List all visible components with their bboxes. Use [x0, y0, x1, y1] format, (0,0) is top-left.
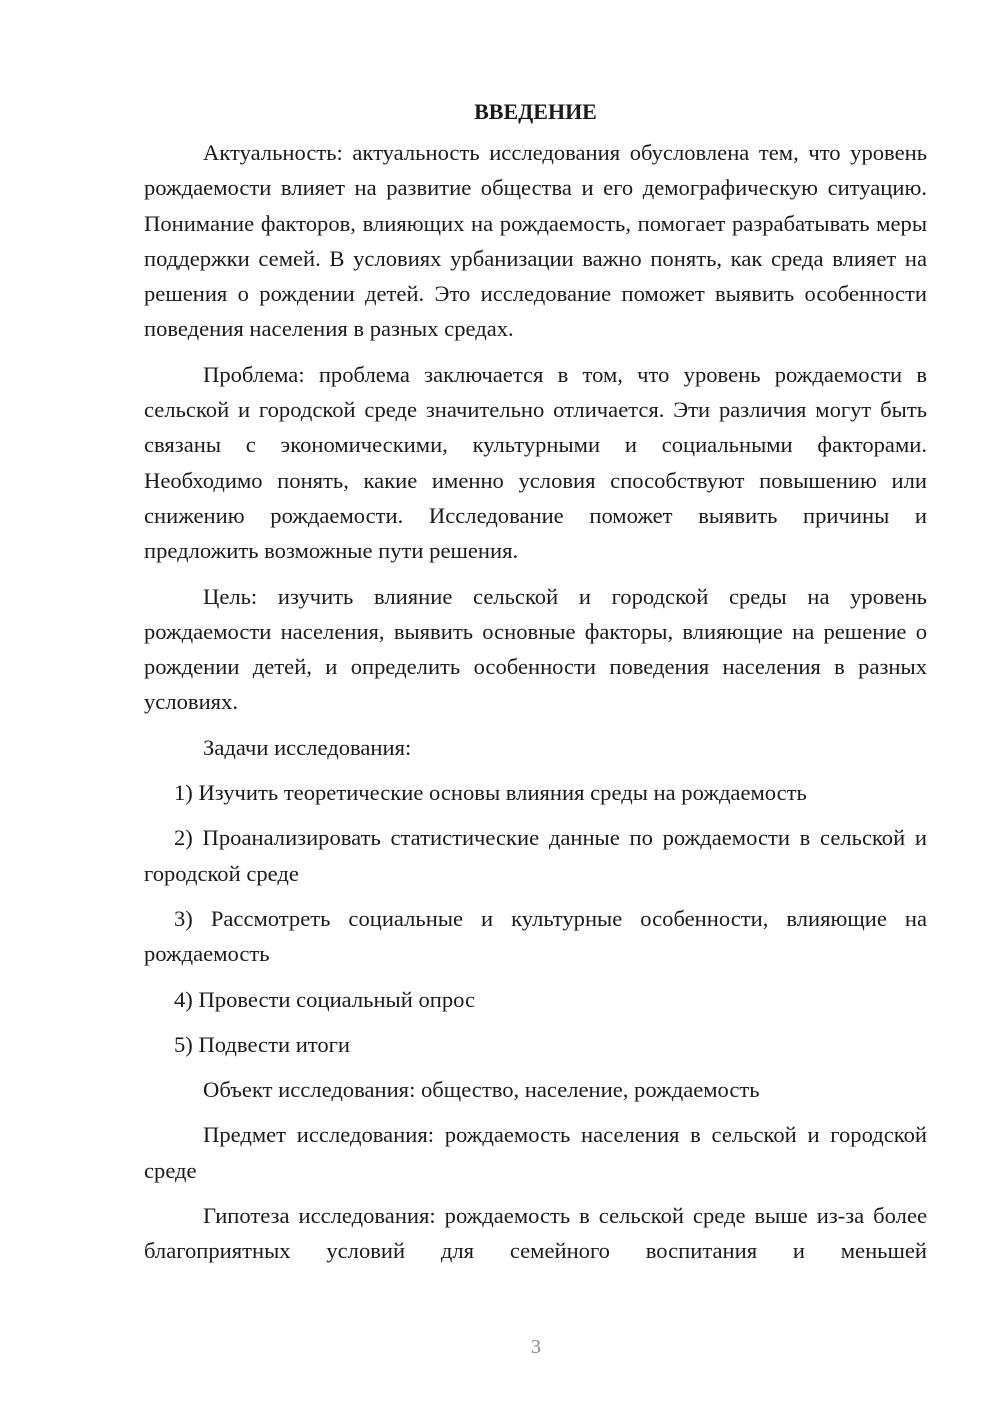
task-item-2: 2) Проанализировать статистические данные по рождаемости в сельской и городской среде: [144, 825, 927, 886]
task-item-5: 5) Подвести итоги: [174, 1031, 351, 1057]
page-number: 3: [531, 1336, 541, 1358]
relevance-paragraph: Актуальность: актуальность исследования обусловлена тем, что уровень рождаемости влияет на развитие общества и его демографическую ситуацию. Понимание факторов, влияющих на рождаемость, помогает разрабатывать меры поддержки семей. В условиях урбанизации важно понять, как среда влияет на решения о рождении детей. Это исследование поможет выявить особенности поведения населения в разных средах.: [144, 140, 927, 342]
goal-paragraph: Цель: изучить влияние сельской и городской среды на уровень рождаемости населения, выявить основные факторы, влияющие на решение о рождении детей, и определить особенности поведения населения в разных условиях.: [144, 583, 927, 715]
task-item-4: 4) Провести социальный опрос: [174, 986, 476, 1012]
page-body: [144, 94, 927, 1269]
section-heading: ВВЕДЕНИЕ: [474, 99, 597, 124]
problem-paragraph: Проблема: проблема заключается в том, что уровень рождаемости в сельской и городской среде значительно отличается. Эти различия могут быть связаны с экономическими, культурными и социальными факторами. Необходимо понять, какие именно условия способствуют повышению или снижению рождаемости. Исследование поможет выявить причины и предложить возможные пути решения.: [144, 361, 927, 564]
tasks-title: Задачи исследования:: [203, 734, 412, 760]
task-item-1: 1) Изучить теоретические основы влияния среды на рождаемость: [174, 780, 807, 806]
object-paragraph: Объект исследования: общество, население, рождаемость: [203, 1077, 760, 1103]
subject-paragraph: Предмет исследования: рождаемость населения в сельской и городской среде: [144, 1122, 927, 1183]
task-item-3: 3) Рассмотреть социальные и культурные особенности, влияющие на рождаемость: [144, 905, 927, 967]
hypothesis-paragraph: Гипотеза исследования: рождаемость в сельской среде выше из-за более благоприятных условий для семейного воспитания и меньшей: [144, 1203, 927, 1264]
